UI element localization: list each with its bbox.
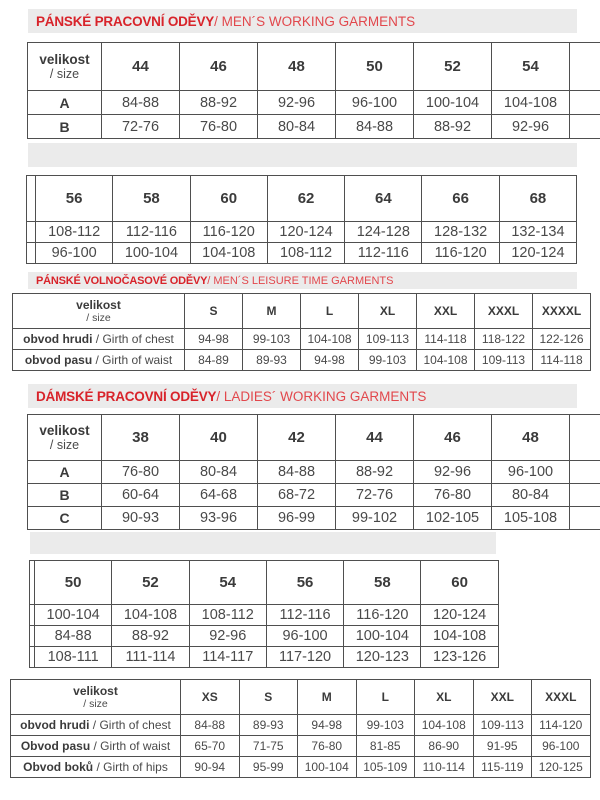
size-value-cell: 132-134 [499,222,576,243]
row-label-czech: Obvod boků [23,760,94,774]
size-col-header: 64 [345,176,422,222]
size-header-cell [11,680,181,715]
size-value-cell: 123-126 [421,647,498,668]
size-value-cell: 80-84 [180,461,258,484]
size-col-header: 46 [414,415,492,461]
size-col-header: 60 [421,561,498,605]
row-label-cell [13,350,185,371]
size-value-cell: 104-108 [301,329,359,350]
size-value-cell: 71-75 [239,736,298,757]
size-value-cell: 108-112 [36,222,113,243]
size-col-header: 46 [180,43,258,91]
size-value-cell: 88-92 [112,626,189,647]
size-value-cell: 76-80 [180,115,258,139]
clipped-column-cell [27,176,36,222]
size-value-cell: 122-126 [533,329,591,350]
mens-working-sizes-table-wrap [27,42,600,139]
row-label-cell [13,329,185,350]
size-header-czech: velikost [39,423,90,438]
row-label-czech: obvod hrudi [23,332,93,346]
size-value-cell: 115-119 [473,757,532,778]
table-row [27,222,577,243]
table-row [28,484,600,507]
clipped-column-cell [27,243,36,264]
table-header-row [11,680,591,715]
size-value-cell: 104-108 [415,715,474,736]
row-label-czech: obvod hrudi [20,718,90,732]
size-header-english: / size [49,438,80,452]
table-row [11,736,591,757]
size-header-cell [28,415,102,461]
size-col-header: 54 [189,561,266,605]
size-value-cell: 102-105 [414,507,492,530]
clipped-column-cell [27,222,36,243]
mens-leisure-title-bar [28,272,577,289]
table-row [28,461,600,484]
size-value-cell: 84-88 [35,626,112,647]
size-value-cell: 105-108 [492,507,570,530]
size-value-cell: 104-108 [112,605,189,626]
size-value-cell: 110-114 [415,757,474,778]
size-col-header: 48 [258,43,336,91]
size-value-cell: 76-80 [298,736,357,757]
table-header-row [30,561,499,605]
size-value-cell: 114-120 [532,715,591,736]
mens-working-sizes-table-continued [26,175,577,264]
size-value-cell: 116-120 [344,605,421,626]
size-col-header: 42 [258,415,336,461]
size-value-cell: 116-120 [190,222,267,243]
size-col-header: S [239,680,298,715]
size-value-cell: 95-99 [239,757,298,778]
size-col-header: 58 [113,176,190,222]
size-value-cell: 116-120 [422,243,499,264]
row-label-cell [11,715,181,736]
table-row [11,715,591,736]
row-label-cell: A [28,461,102,484]
size-col-header: XXXXL [533,294,591,329]
size-value-cell: 60-64 [102,484,180,507]
size-header-cell [28,43,102,91]
size-value-cell: 99-103 [243,329,301,350]
table-row [30,626,499,647]
size-value-cell: 81-85 [356,736,415,757]
size-value-cell: 118-122 [475,329,533,350]
size-value-cell: 108-112 [189,605,266,626]
size-value-cell: 76-80 [414,484,492,507]
table-header-row [28,415,600,461]
size-value-cell: 94-98 [185,329,243,350]
table-row [28,507,600,530]
size-col-header: S [185,294,243,329]
size-value-cell: 72-76 [336,484,414,507]
size-value-cell: 80-84 [258,115,336,139]
size-value-cell: 104-108 [492,91,570,115]
size-value-cell: 104-108 [190,243,267,264]
size-value-cell: 112-116 [266,605,343,626]
size-value-cell: 111-114 [112,647,189,668]
size-value-cell: 128-132 [422,222,499,243]
size-value-cell: 80-84 [492,484,570,507]
size-header-english: / size [49,67,80,81]
size-col-header: XXXL [532,680,591,715]
row-label-english: / Girth of hips [93,760,168,774]
size-value-cell: 84-88 [181,715,240,736]
section-title-english: / MEN´S LEISURE TIME GARMENTS [207,274,394,287]
size-value-cell: 92-96 [189,626,266,647]
ladies-working-sizes-table-wrap [27,414,600,530]
size-value-cell: 90-94 [181,757,240,778]
size-col-header: XXL [473,680,532,715]
table-row [28,115,600,139]
spacer-bar [30,532,496,554]
size-value-cell: 100-104 [35,605,112,626]
ladies-working-title-bar [28,384,577,408]
clipped-column-cell [570,91,600,115]
size-col-header: 56 [266,561,343,605]
size-col-header: 62 [267,176,344,222]
size-value-cell: 86-90 [415,736,474,757]
size-header-czech: velikost [39,52,90,67]
size-value-cell: 117-120 [266,647,343,668]
size-col-header: M [298,680,357,715]
size-value-cell: 109-113 [359,329,417,350]
size-value-cell: 109-113 [475,350,533,371]
table-row [13,329,591,350]
ladies-working-sizes-table-continued-wrap [29,560,499,668]
size-value-cell: 88-92 [414,115,492,139]
size-value-cell: 124-128 [345,222,422,243]
row-label-cell: B [28,484,102,507]
size-col-header: XL [359,294,417,329]
size-col-header: XS [181,680,240,715]
size-header-english: / size [86,312,111,324]
size-value-cell: 68-72 [258,484,336,507]
size-value-cell: 99-103 [359,350,417,371]
size-header-czech: velikost [76,298,121,312]
size-value-cell: 105-109 [356,757,415,778]
row-label-cell: C [28,507,102,530]
size-header-english: / size [83,698,108,710]
table-header-row [27,176,577,222]
size-col-header: 52 [112,561,189,605]
clipped-column-cell [570,507,600,530]
size-value-cell: 99-103 [356,715,415,736]
section-title-english: / LADIES´ WORKING GARMENTS [216,388,427,404]
size-value-cell: 114-118 [417,329,475,350]
table-row [13,350,591,371]
mens-leisure-sizes-table-wrap [12,293,591,371]
size-header-czech: velikost [73,684,118,698]
size-value-cell: 92-96 [258,91,336,115]
clipped-column-cell [570,484,600,507]
size-value-cell: 96-100 [492,461,570,484]
table-header-row [28,43,600,91]
size-value-cell: 84-88 [336,115,414,139]
size-value-cell: 114-118 [533,350,591,371]
row-label-cell: A [28,91,102,115]
row-label-cell [11,757,181,778]
table-row [27,243,577,264]
size-value-cell: 91-95 [473,736,532,757]
section-title-english: / MEN´S WORKING GARMENTS [214,13,416,29]
row-label-english: / Girth of chest [92,332,174,346]
size-value-cell: 104-108 [417,350,475,371]
size-col-header: M [243,294,301,329]
size-col-header: L [301,294,359,329]
size-value-cell: 96-100 [36,243,113,264]
clipped-column-cell [570,461,600,484]
table-header-row [13,294,591,329]
mens-working-title-bar [28,9,577,33]
size-value-cell: 96-99 [258,507,336,530]
size-value-cell: 94-98 [301,350,359,371]
ladies-leisure-sizes-table-wrap [10,679,591,778]
size-value-cell: 72-76 [102,115,180,139]
clipped-column-cell [570,115,600,139]
row-label-czech: Obvod pasu [20,739,91,753]
ladies-working-sizes-table-continued [29,560,499,668]
row-label-english: / Girth of waist [92,353,173,367]
size-col-header: 44 [336,415,414,461]
section-title-czech: DÁMSKÉ PRACOVNÍ ODĚVY [36,388,217,404]
size-col-header: 60 [190,176,267,222]
mens-working-sizes-table-continued-wrap [26,175,577,264]
size-col-header: 40 [180,415,258,461]
size-value-cell: 88-92 [336,461,414,484]
size-value-cell: 90-93 [102,507,180,530]
size-value-cell: 120-124 [499,243,576,264]
clipped-column-cell [570,415,600,461]
size-value-cell: 100-104 [298,757,357,778]
row-label-cell: B [28,115,102,139]
size-value-cell: 120-123 [344,647,421,668]
size-value-cell: 100-104 [414,91,492,115]
table-row [28,91,600,115]
size-col-header: 54 [492,43,570,91]
table-row [11,757,591,778]
size-value-cell: 112-116 [113,222,190,243]
size-col-header: XXL [417,294,475,329]
ladies-leisure-sizes-table [10,679,591,778]
size-col-header: 44 [102,43,180,91]
table-row [30,647,499,668]
row-label-czech: obvod pasu [24,353,93,367]
size-value-cell: 88-92 [180,91,258,115]
size-value-cell: 112-116 [345,243,422,264]
size-col-header: 50 [35,561,112,605]
size-value-cell: 84-89 [185,350,243,371]
size-value-cell: 84-88 [258,461,336,484]
size-col-header: 38 [102,415,180,461]
size-value-cell: 64-68 [180,484,258,507]
size-value-cell: 92-96 [414,461,492,484]
size-value-cell: 100-104 [344,626,421,647]
size-col-header: L [356,680,415,715]
size-value-cell: 120-124 [421,605,498,626]
size-value-cell: 96-100 [336,91,414,115]
size-value-cell: 96-100 [532,736,591,757]
size-value-cell: 76-80 [102,461,180,484]
row-label-english: / Girth of chest [89,718,171,732]
size-value-cell: 96-100 [266,626,343,647]
size-value-cell: 65-70 [181,736,240,757]
size-value-cell: 84-88 [102,91,180,115]
spacer-bar [28,143,577,167]
size-value-cell: 100-104 [113,243,190,264]
size-col-header: 58 [344,561,421,605]
size-value-cell: 89-93 [243,350,301,371]
size-value-cell: 89-93 [239,715,298,736]
size-value-cell: 92-96 [492,115,570,139]
row-label-cell [11,736,181,757]
size-col-header: 68 [499,176,576,222]
table-row [30,605,499,626]
mens-working-sizes-table [27,42,600,139]
size-col-header: 56 [36,176,113,222]
size-col-header: 50 [336,43,414,91]
clipped-column-cell [570,43,600,91]
size-value-cell: 99-102 [336,507,414,530]
size-value-cell: 93-96 [180,507,258,530]
size-col-header: 48 [492,415,570,461]
size-value-cell: 120-124 [267,222,344,243]
section-title-czech: PÁNSKÉ PRACOVNÍ ODĚVY [36,13,215,29]
size-value-cell: 94-98 [298,715,357,736]
size-col-header: 66 [422,176,499,222]
size-col-header: XXXL [475,294,533,329]
size-value-cell: 108-111 [35,647,112,668]
size-col-header: 52 [414,43,492,91]
row-label-english: / Girth of waist [90,739,171,753]
size-value-cell: 108-112 [267,243,344,264]
ladies-working-sizes-table [27,414,600,530]
size-value-cell: 114-117 [189,647,266,668]
size-col-header: XL [415,680,474,715]
size-header-cell [13,294,185,329]
mens-leisure-sizes-table [12,293,591,371]
section-title-czech: PÁNSKÉ VOLNOČASOVÉ ODĚVY [36,274,208,287]
size-value-cell: 109-113 [473,715,532,736]
size-value-cell: 120-125 [532,757,591,778]
size-value-cell: 104-108 [421,626,498,647]
